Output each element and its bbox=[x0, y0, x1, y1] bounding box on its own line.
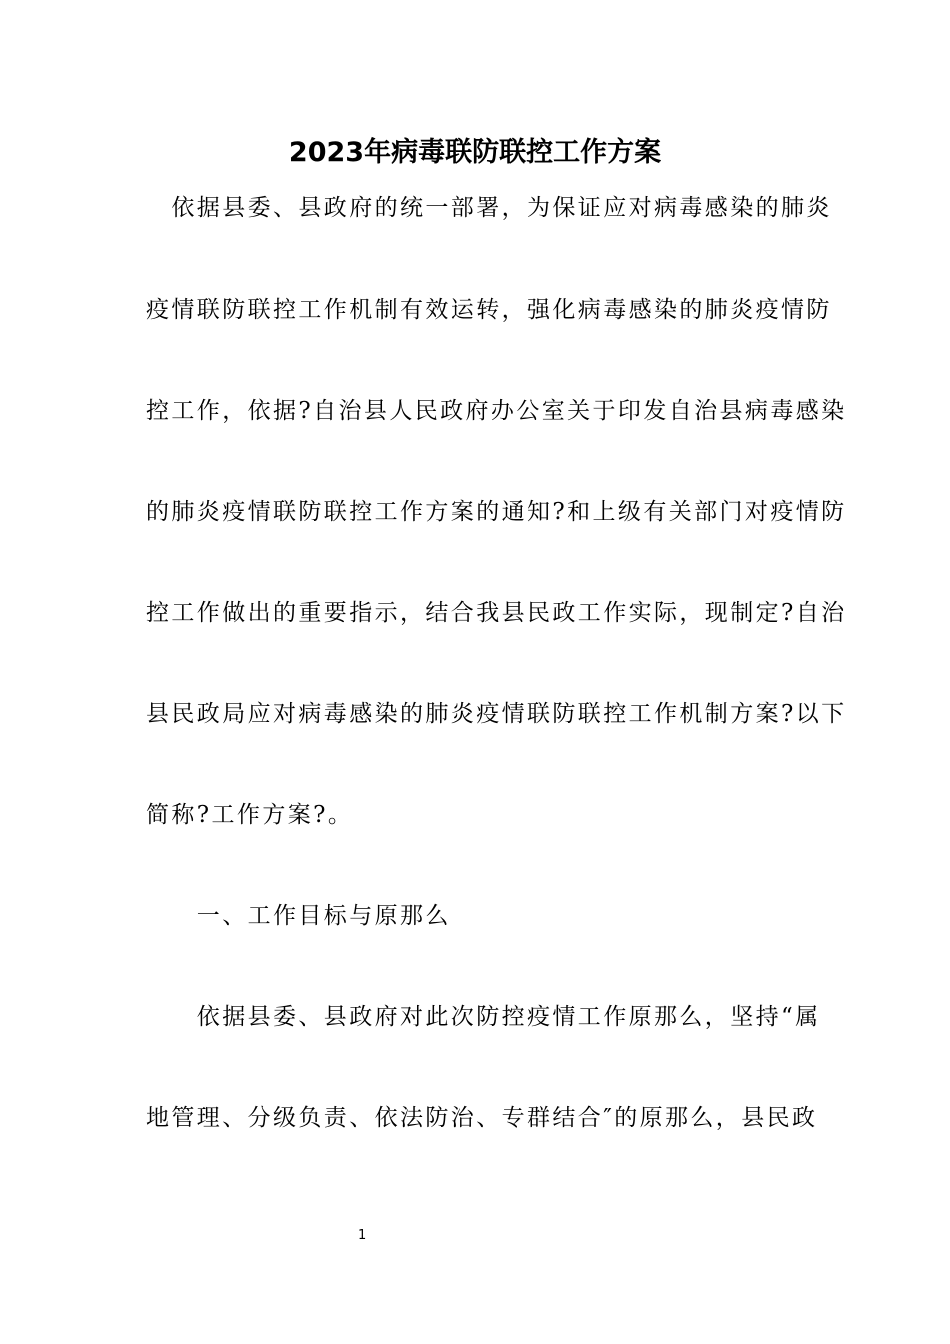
paragraph-line: 简称?工作方案?。 bbox=[146, 802, 354, 828]
paragraph-line: 疫情联防联控工作机制有效运转，强化病毒感染的肺炎疫情防 bbox=[146, 297, 832, 323]
paragraph-line: 地管理、分级负责、依法防治、专群结合″的原那么，县民政 bbox=[146, 1105, 818, 1131]
document-title: 2023年病毒联防联控工作方案 bbox=[288, 137, 662, 168]
section-heading: 一、工作目标与原那么 bbox=[146, 903, 451, 929]
paragraph-line: 控工作，依据?自治县人民政府办公室关于印发自治县病毒感染 bbox=[146, 398, 847, 424]
paragraph-line: 的肺炎疫情联防联控工作方案的通知?和上级有关部门对疫情防 bbox=[146, 499, 847, 525]
paragraph-line: 县民政局应对病毒感染的肺炎疫情联防联控工作机制方案?以下 bbox=[146, 701, 847, 727]
paragraph-line: 依据县委、县政府对此次防控疫情工作原那么，坚持“属 bbox=[146, 1004, 821, 1030]
page-number: 1 bbox=[358, 1228, 367, 1243]
paragraph-line: 依据县委、县政府的统一部署，为保证应对病毒感染的肺炎 bbox=[146, 195, 832, 221]
paragraph-line: 控工作做出的重要指示，结合我县民政工作实际，现制定?自治 bbox=[146, 600, 847, 626]
